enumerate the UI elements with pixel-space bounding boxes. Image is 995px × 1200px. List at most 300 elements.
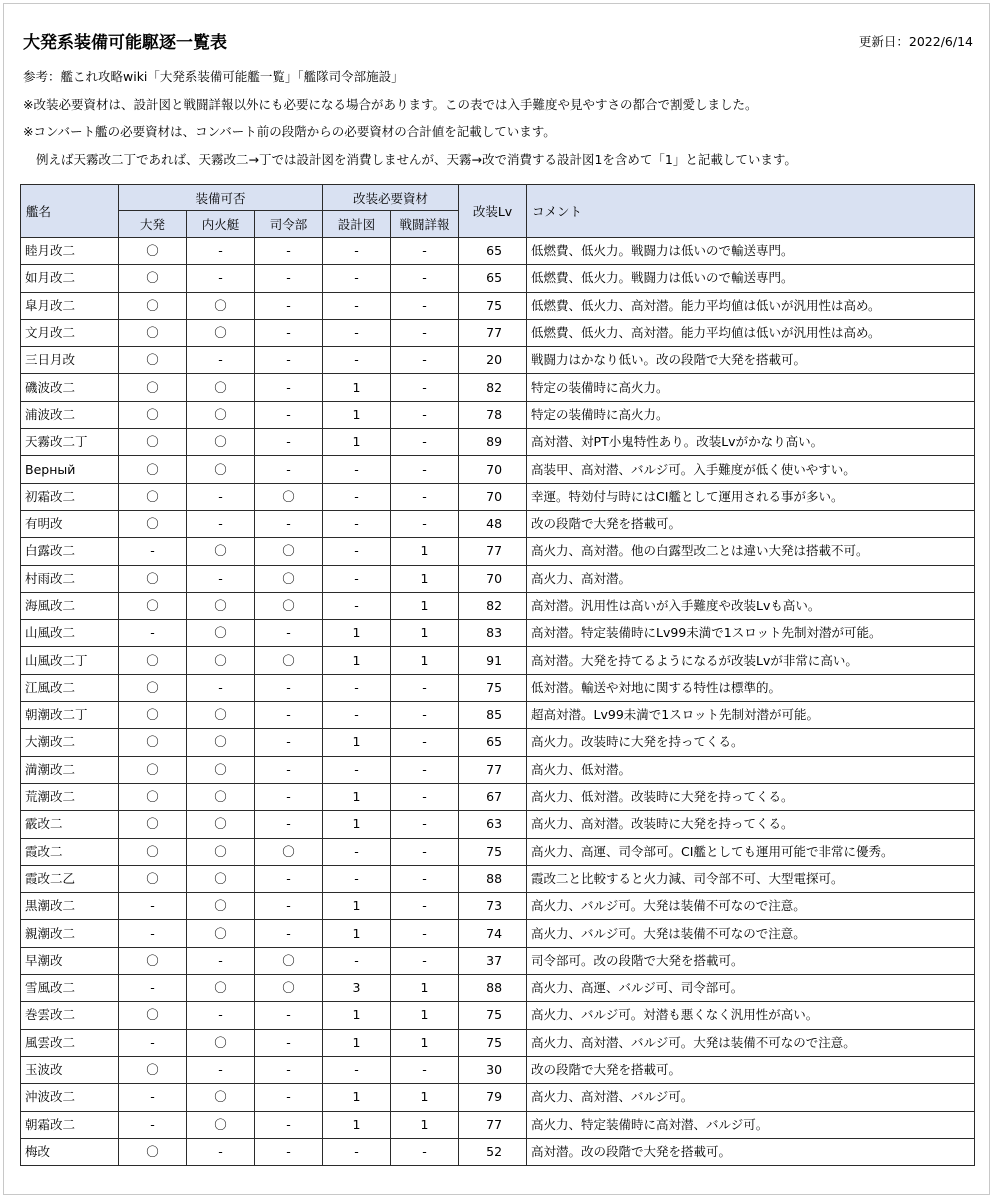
cell-lv: 65: [459, 729, 527, 756]
cell-name: 満潮改二: [21, 756, 119, 783]
table-row: [21, 429, 975, 456]
cell-lv: 85: [459, 702, 527, 729]
cell-blueprint: 1: [323, 647, 391, 674]
cell-battlereport: -: [391, 374, 459, 401]
cell-name: 浦波改二: [21, 401, 119, 428]
cell-lv: 82: [459, 592, 527, 619]
cell-name: 初霜改二: [21, 483, 119, 510]
cell-blueprint: 1: [323, 811, 391, 838]
cell-comment: 高火力、高運、バルジ可、司令部可。: [527, 975, 975, 1002]
cell-blueprint: 1: [323, 429, 391, 456]
table-row: [21, 319, 975, 346]
table-body: [21, 238, 975, 1166]
cell-blueprint: -: [323, 265, 391, 292]
cell-comment: 戦闘力はかなり低い。改の段階で大発を搭載可。: [527, 347, 975, 374]
cell-battlereport: -: [391, 920, 459, 947]
cell-blueprint: 1: [323, 783, 391, 810]
cell-comment: 低燃費、低火力。戦闘力は低いので輸送専門。: [527, 265, 975, 292]
note-convert: ※コンバート艦の必要資材は、コンバート前の段階からの必要資材の合計値を記載しています。: [23, 124, 556, 139]
cell-blueprint: -: [323, 483, 391, 510]
cell-lv: 75: [459, 1002, 527, 1029]
cell-comment: 高火力。改装時に大発を持ってくる。: [527, 729, 975, 756]
header-equip-group: 装備可否: [119, 185, 323, 211]
cell-daihatsu: 〇: [119, 1056, 187, 1083]
cell-comment: 高火力、高対潜、バルジ可。大発は装備不可なので注意。: [527, 1029, 975, 1056]
cell-battlereport: 1: [391, 1084, 459, 1111]
cell-daihatsu: 〇: [119, 292, 187, 319]
cell-lv: 91: [459, 647, 527, 674]
cell-name: 睦月改二: [21, 238, 119, 265]
cell-shireibu: -: [255, 429, 323, 456]
cell-shireibu: -: [255, 729, 323, 756]
cell-lv: 83: [459, 620, 527, 647]
table-row: [21, 565, 975, 592]
cell-shireibu: -: [255, 1084, 323, 1111]
cell-battlereport: -: [391, 238, 459, 265]
cell-lv: 37: [459, 947, 527, 974]
cell-name: 早潮改: [21, 947, 119, 974]
cell-comment: 低燃費、低火力、高対潜。能力平均値は低いが汎用性は高め。: [527, 292, 975, 319]
cell-comment: 高対潜。特定装備時にLv99未満で1スロット先制対潜が可能。: [527, 620, 975, 647]
cell-naikatei: 〇: [187, 975, 255, 1002]
cell-shireibu: -: [255, 510, 323, 537]
cell-lv: 89: [459, 429, 527, 456]
cell-shireibu: -: [255, 893, 323, 920]
table-row: [21, 347, 975, 374]
cell-naikatei: -: [187, 1138, 255, 1165]
cell-lv: 48: [459, 510, 527, 537]
cell-battlereport: -: [391, 674, 459, 701]
cell-battlereport: -: [391, 456, 459, 483]
header-name: 艦名: [21, 185, 119, 238]
cell-name: 風雲改二: [21, 1029, 119, 1056]
cell-battlereport: -: [391, 1138, 459, 1165]
cell-naikatei: -: [187, 510, 255, 537]
cell-naikatei: 〇: [187, 811, 255, 838]
note-example: 例えば天霧改二丁であれば、天霧改二→丁では設計図を消費しませんが、天霧→改で消費する設計図1を含めて「1」と記載しています。: [36, 151, 797, 167]
cell-battlereport: -: [391, 292, 459, 319]
cell-shireibu: -: [255, 702, 323, 729]
table-row: [21, 1002, 975, 1029]
table-row: [21, 401, 975, 428]
cell-shireibu: -: [255, 1111, 323, 1138]
cell-name: 霰改二: [21, 811, 119, 838]
cell-naikatei: 〇: [187, 893, 255, 920]
cell-blueprint: 1: [323, 1111, 391, 1138]
cell-naikatei: 〇: [187, 429, 255, 456]
cell-name: 沖波改二: [21, 1084, 119, 1111]
cell-daihatsu: 〇: [119, 756, 187, 783]
cell-comment: 霞改二と比較すると火力減、司令部不可、大型電探可。: [527, 865, 975, 892]
cell-lv: 75: [459, 674, 527, 701]
header-material-group: 改装必要資材: [323, 185, 459, 211]
cell-naikatei: 〇: [187, 374, 255, 401]
cell-daihatsu: 〇: [119, 838, 187, 865]
cell-battlereport: 1: [391, 1029, 459, 1056]
cell-naikatei: 〇: [187, 292, 255, 319]
cell-blueprint: 3: [323, 975, 391, 1002]
header-battlereport: 戦闘詳報: [391, 211, 459, 238]
table-row: [21, 592, 975, 619]
cell-daihatsu: -: [119, 1084, 187, 1111]
cell-battlereport: -: [391, 783, 459, 810]
cell-comment: 低対潜。輸送や対地に関する特性は標準的。: [527, 674, 975, 701]
cell-shireibu: -: [255, 783, 323, 810]
cell-daihatsu: 〇: [119, 319, 187, 346]
table-row: [21, 865, 975, 892]
cell-name: 如月改二: [21, 265, 119, 292]
table-row: [21, 729, 975, 756]
cell-name: 文月改二: [21, 319, 119, 346]
cell-lv: 65: [459, 265, 527, 292]
cell-naikatei: 〇: [187, 538, 255, 565]
cell-battlereport: -: [391, 483, 459, 510]
cell-daihatsu: 〇: [119, 674, 187, 701]
cell-name: 霞改二: [21, 838, 119, 865]
cell-shireibu: -: [255, 292, 323, 319]
cell-naikatei: 〇: [187, 838, 255, 865]
cell-battlereport: -: [391, 429, 459, 456]
page-title: 大発系装備可能駆逐一覧表: [23, 33, 227, 53]
cell-daihatsu: 〇: [119, 565, 187, 592]
cell-shireibu: -: [255, 1056, 323, 1083]
cell-name: 巻雲改二: [21, 1002, 119, 1029]
cell-naikatei: 〇: [187, 1111, 255, 1138]
table-row: [21, 975, 975, 1002]
cell-battlereport: 1: [391, 592, 459, 619]
cell-naikatei: 〇: [187, 865, 255, 892]
header-shireibu: 司令部: [255, 211, 323, 238]
header-comment: コメント: [527, 185, 975, 238]
cell-comment: 高対潜。改の段階で大発を搭載可。: [527, 1138, 975, 1165]
cell-naikatei: 〇: [187, 1029, 255, 1056]
cell-comment: 超高対潜。Lv99未満で1スロット先制対潜が可能。: [527, 702, 975, 729]
cell-comment: 高対潜、対PT小鬼特性あり。改装Lvがかなり高い。: [527, 429, 975, 456]
table-row: [21, 1138, 975, 1165]
cell-lv: 20: [459, 347, 527, 374]
cell-blueprint: 1: [323, 893, 391, 920]
cell-shireibu: -: [255, 865, 323, 892]
cell-blueprint: 1: [323, 920, 391, 947]
table-row: [21, 374, 975, 401]
cell-blueprint: -: [323, 319, 391, 346]
cell-name: 山風改二丁: [21, 647, 119, 674]
cell-daihatsu: -: [119, 1111, 187, 1138]
cell-comment: 特定の装備時に高火力。: [527, 401, 975, 428]
cell-lv: 77: [459, 756, 527, 783]
cell-name: 天霧改二丁: [21, 429, 119, 456]
cell-comment: 低燃費、低火力、高対潜。能力平均値は低いが汎用性は高め。: [527, 319, 975, 346]
cell-naikatei: 〇: [187, 702, 255, 729]
cell-daihatsu: -: [119, 920, 187, 947]
cell-comment: 特定の装備時に高火力。: [527, 374, 975, 401]
cell-daihatsu: 〇: [119, 1138, 187, 1165]
table-row: [21, 920, 975, 947]
cell-blueprint: 1: [323, 620, 391, 647]
cell-comment: 高火力、特定装備時に高対潜、バルジ可。: [527, 1111, 975, 1138]
cell-naikatei: 〇: [187, 783, 255, 810]
table-row: [21, 1056, 975, 1083]
cell-blueprint: -: [323, 674, 391, 701]
cell-blueprint: -: [323, 456, 391, 483]
cell-lv: 75: [459, 1029, 527, 1056]
cell-naikatei: 〇: [187, 456, 255, 483]
cell-daihatsu: 〇: [119, 238, 187, 265]
cell-lv: 75: [459, 292, 527, 319]
table-row: [21, 838, 975, 865]
cell-daihatsu: 〇: [119, 783, 187, 810]
cell-daihatsu: 〇: [119, 592, 187, 619]
cell-shireibu: -: [255, 238, 323, 265]
table-row: [21, 647, 975, 674]
cell-battlereport: -: [391, 401, 459, 428]
cell-shireibu: 〇: [255, 947, 323, 974]
table-row: [21, 1029, 975, 1056]
header-daihatsu: 大発: [119, 211, 187, 238]
cell-daihatsu: 〇: [119, 510, 187, 537]
cell-daihatsu: 〇: [119, 483, 187, 510]
table-row: [21, 456, 975, 483]
cell-lv: 88: [459, 865, 527, 892]
cell-battlereport: -: [391, 265, 459, 292]
cell-shireibu: 〇: [255, 647, 323, 674]
table-row: [21, 620, 975, 647]
cell-comment: 高火力、低対潜。改装時に大発を持ってくる。: [527, 783, 975, 810]
cell-naikatei: 〇: [187, 401, 255, 428]
cell-lv: 74: [459, 920, 527, 947]
cell-lv: 52: [459, 1138, 527, 1165]
cell-naikatei: 〇: [187, 756, 255, 783]
cell-battlereport: -: [391, 1056, 459, 1083]
cell-battlereport: -: [391, 947, 459, 974]
cell-naikatei: -: [187, 265, 255, 292]
cell-lv: 88: [459, 975, 527, 1002]
cell-shireibu: -: [255, 620, 323, 647]
header-naikatei: 内火艇: [187, 211, 255, 238]
cell-shireibu: -: [255, 401, 323, 428]
cell-lv: 77: [459, 1111, 527, 1138]
cell-daihatsu: 〇: [119, 374, 187, 401]
cell-blueprint: 1: [323, 401, 391, 428]
updated-date: 更新日：2022/6/14: [858, 34, 973, 49]
cell-comment: 高火力、高対潜。: [527, 565, 975, 592]
cell-lv: 63: [459, 811, 527, 838]
cell-battlereport: -: [391, 893, 459, 920]
table-row: [21, 238, 975, 265]
cell-lv: 70: [459, 565, 527, 592]
cell-battlereport: 1: [391, 1111, 459, 1138]
cell-naikatei: -: [187, 1056, 255, 1083]
cell-naikatei: -: [187, 1002, 255, 1029]
table-row: [21, 538, 975, 565]
cell-blueprint: 1: [323, 1002, 391, 1029]
cell-comment: 高対潜。汎用性は高いが入手難度や改装Lvも高い。: [527, 592, 975, 619]
cell-daihatsu: 〇: [119, 811, 187, 838]
cell-comment: 高対潜。大発を持てるようになるが改装Lvが非常に高い。: [527, 647, 975, 674]
cell-name: 霞改二乙: [21, 865, 119, 892]
table-row: [21, 702, 975, 729]
cell-name: 磯波改二: [21, 374, 119, 401]
cell-naikatei: 〇: [187, 647, 255, 674]
cell-shireibu: -: [255, 674, 323, 701]
cell-blueprint: -: [323, 838, 391, 865]
cell-naikatei: -: [187, 947, 255, 974]
cell-lv: 30: [459, 1056, 527, 1083]
cell-daihatsu: 〇: [119, 947, 187, 974]
cell-name: 雪風改二: [21, 975, 119, 1002]
cell-shireibu: -: [255, 920, 323, 947]
header-lv: 改装Lv: [459, 185, 527, 238]
cell-battlereport: 1: [391, 620, 459, 647]
cell-battlereport: -: [391, 865, 459, 892]
cell-name: 梅改: [21, 1138, 119, 1165]
cell-battlereport: 1: [391, 538, 459, 565]
notes: [23, 68, 797, 178]
cell-shireibu: -: [255, 1138, 323, 1165]
cell-battlereport: 1: [391, 565, 459, 592]
cell-comment: 高火力、高対潜、バルジ可。: [527, 1084, 975, 1111]
cell-name: 有明改: [21, 510, 119, 537]
cell-lv: 67: [459, 783, 527, 810]
cell-daihatsu: 〇: [119, 347, 187, 374]
cell-naikatei: 〇: [187, 1084, 255, 1111]
cell-comment: 司令部可。改の段階で大発を搭載可。: [527, 947, 975, 974]
table-row: [21, 292, 975, 319]
cell-name: 江風改二: [21, 674, 119, 701]
cell-battlereport: -: [391, 811, 459, 838]
cell-name: 朝潮改二丁: [21, 702, 119, 729]
cell-lv: 79: [459, 1084, 527, 1111]
cell-daihatsu: 〇: [119, 729, 187, 756]
cell-blueprint: -: [323, 347, 391, 374]
cell-name: 白露改二: [21, 538, 119, 565]
cell-lv: 82: [459, 374, 527, 401]
table-row: [21, 483, 975, 510]
cell-shireibu: 〇: [255, 483, 323, 510]
cell-blueprint: -: [323, 1138, 391, 1165]
cell-comment: 幸運。特効付与時にはCI艦として運用される事が多い。: [527, 483, 975, 510]
cell-blueprint: -: [323, 292, 391, 319]
cell-name: Верный: [21, 456, 119, 483]
cell-battlereport: -: [391, 319, 459, 346]
table-row: [21, 947, 975, 974]
cell-battlereport: 1: [391, 1002, 459, 1029]
note-materials: ※改装必要資材は、設計図と戦闘詳報以外にも必要になる場合があります。この表では入手難度や見やすさの都合で割愛しました。: [23, 96, 758, 112]
cell-blueprint: -: [323, 510, 391, 537]
cell-comment: 高装甲、高対潜、バルジ可。入手難度が低く使いやすい。: [527, 456, 975, 483]
cell-shireibu: -: [255, 265, 323, 292]
table-row: [21, 674, 975, 701]
cell-shireibu: 〇: [255, 565, 323, 592]
cell-daihatsu: 〇: [119, 456, 187, 483]
cell-blueprint: 1: [323, 1084, 391, 1111]
cell-blueprint: -: [323, 565, 391, 592]
cell-name: 親潮改二: [21, 920, 119, 947]
cell-comment: 高火力、バルジ可。大発は装備不可なので注意。: [527, 893, 975, 920]
cell-comment: 改の段階で大発を搭載可。: [527, 1056, 975, 1083]
cell-daihatsu: 〇: [119, 1002, 187, 1029]
table-row: [21, 265, 975, 292]
table-row: [21, 1111, 975, 1138]
cell-battlereport: -: [391, 729, 459, 756]
cell-comment: 高火力、バルジ可。大発は装備不可なので注意。: [527, 920, 975, 947]
cell-blueprint: -: [323, 1056, 391, 1083]
cell-comment: 高火力、高運、司令部可。CI艦としても運用可能で非常に優秀。: [527, 838, 975, 865]
cell-name: 荒潮改二: [21, 783, 119, 810]
cell-naikatei: 〇: [187, 729, 255, 756]
destroyer-table: [20, 184, 975, 1166]
cell-shireibu: -: [255, 319, 323, 346]
cell-naikatei: -: [187, 238, 255, 265]
cell-lv: 70: [459, 483, 527, 510]
cell-blueprint: -: [323, 702, 391, 729]
cell-name: 大潮改二: [21, 729, 119, 756]
table-row: [21, 783, 975, 810]
cell-blueprint: 1: [323, 374, 391, 401]
cell-shireibu: 〇: [255, 975, 323, 1002]
cell-naikatei: -: [187, 674, 255, 701]
cell-naikatei: 〇: [187, 319, 255, 346]
cell-comment: 高火力、バルジ可。対潜も悪くなく汎用性が高い。: [527, 1002, 975, 1029]
table-row: [21, 756, 975, 783]
cell-name: 玉波改: [21, 1056, 119, 1083]
cell-name: 村雨改二: [21, 565, 119, 592]
cell-battlereport: -: [391, 838, 459, 865]
cell-lv: 73: [459, 893, 527, 920]
cell-lv: 70: [459, 456, 527, 483]
cell-daihatsu: 〇: [119, 702, 187, 729]
cell-battlereport: -: [391, 756, 459, 783]
cell-daihatsu: 〇: [119, 429, 187, 456]
cell-shireibu: -: [255, 456, 323, 483]
note-reference: 参考：艦これ攻略wiki「大発系装備可能艦一覧」「艦隊司令部施設」: [23, 69, 404, 84]
cell-blueprint: -: [323, 238, 391, 265]
cell-blueprint: -: [323, 947, 391, 974]
cell-blueprint: -: [323, 756, 391, 783]
cell-shireibu: -: [255, 756, 323, 783]
cell-name: 山風改二: [21, 620, 119, 647]
cell-daihatsu: 〇: [119, 865, 187, 892]
cell-blueprint: 1: [323, 729, 391, 756]
cell-naikatei: -: [187, 347, 255, 374]
cell-battlereport: -: [391, 347, 459, 374]
cell-battlereport: 1: [391, 975, 459, 1002]
cell-battlereport: -: [391, 510, 459, 537]
cell-naikatei: 〇: [187, 592, 255, 619]
cell-daihatsu: -: [119, 975, 187, 1002]
cell-naikatei: -: [187, 565, 255, 592]
cell-blueprint: 1: [323, 1029, 391, 1056]
cell-lv: 77: [459, 319, 527, 346]
cell-naikatei: 〇: [187, 620, 255, 647]
cell-name: 三日月改: [21, 347, 119, 374]
cell-name: 海風改二: [21, 592, 119, 619]
cell-name: 黒潮改二: [21, 893, 119, 920]
cell-lv: 77: [459, 538, 527, 565]
cell-shireibu: -: [255, 1002, 323, 1029]
cell-shireibu: -: [255, 811, 323, 838]
cell-daihatsu: -: [119, 893, 187, 920]
cell-comment: 高火力、高対潜。改装時に大発を持ってくる。: [527, 811, 975, 838]
header-blueprint: 設計図: [323, 211, 391, 238]
cell-naikatei: 〇: [187, 920, 255, 947]
cell-shireibu: -: [255, 1029, 323, 1056]
cell-name: 朝霜改二: [21, 1111, 119, 1138]
cell-battlereport: -: [391, 702, 459, 729]
cell-lv: 65: [459, 238, 527, 265]
cell-daihatsu: 〇: [119, 265, 187, 292]
cell-battlereport: 1: [391, 647, 459, 674]
